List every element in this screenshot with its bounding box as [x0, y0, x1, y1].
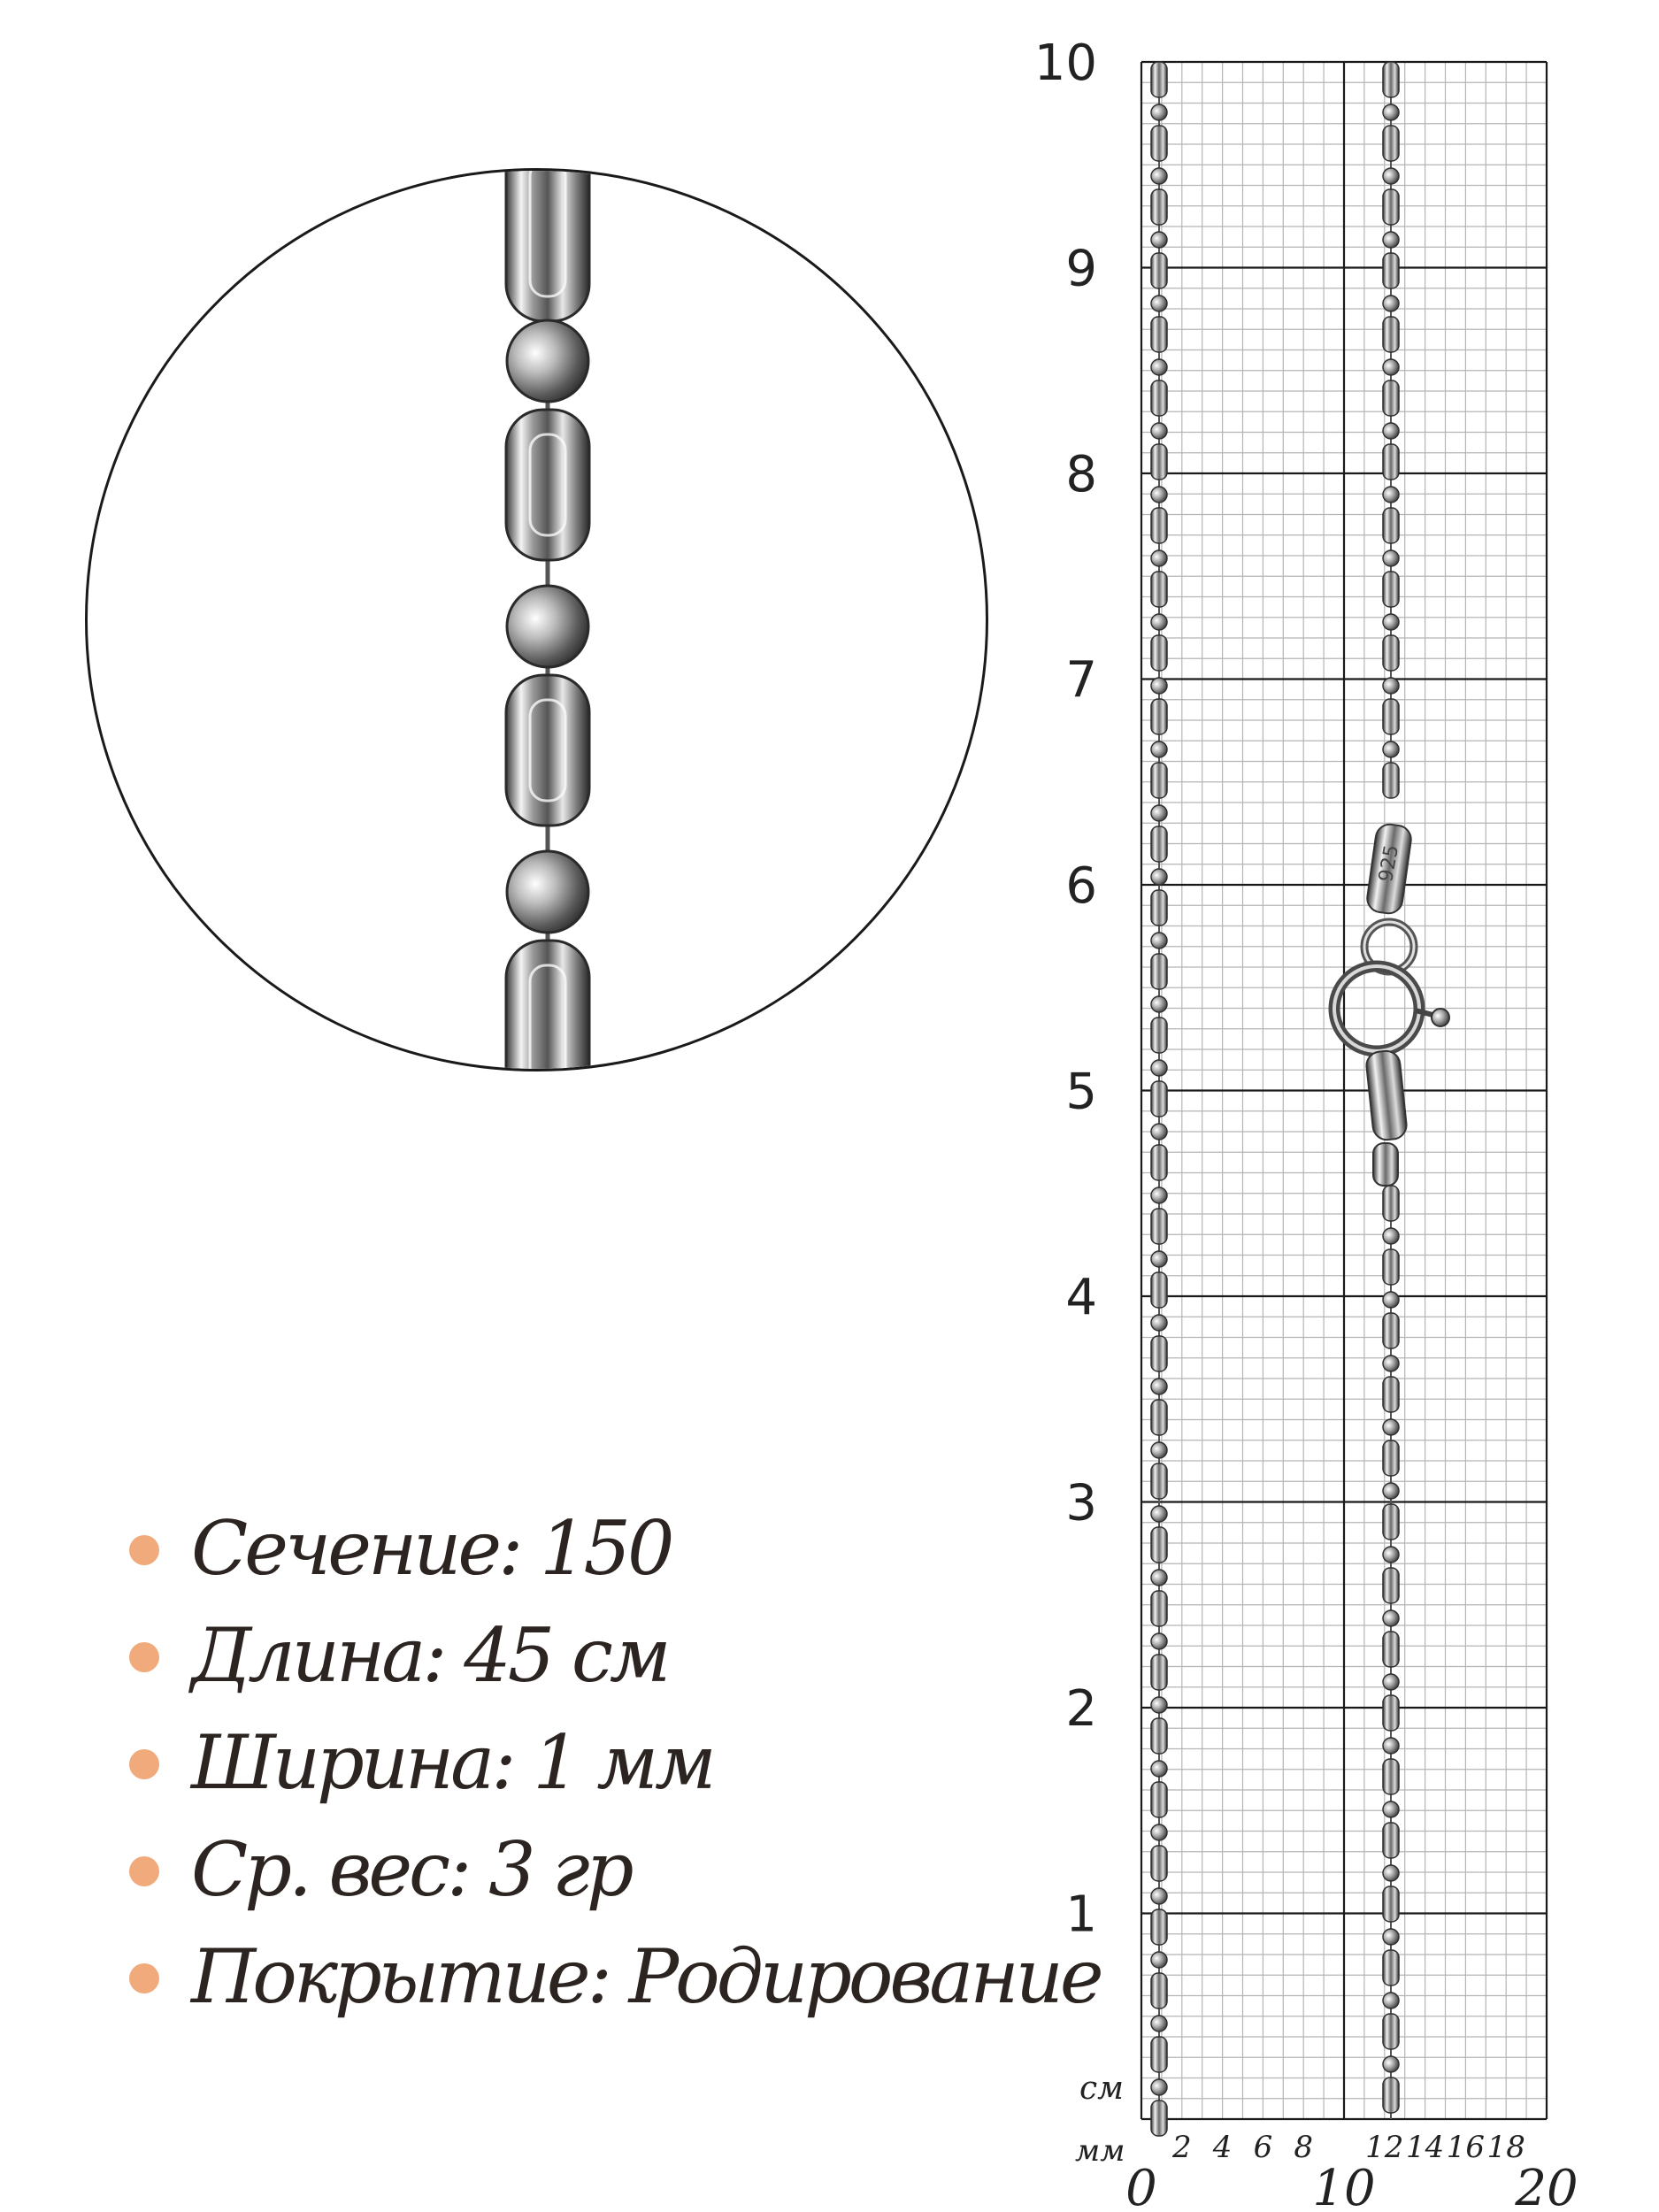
chain-barrel-link [506, 941, 589, 1071]
measurement-ruler [1026, 0, 1646, 2212]
chain-barrel-link [506, 675, 589, 826]
bullet-dot [129, 1642, 159, 1672]
ruler-mm-tick-label: 6 [1253, 2130, 1273, 2165]
zoom-detail-circle [85, 168, 988, 1071]
spec-label: Ширина: [191, 1719, 513, 1806]
ruler-cm-tick-label: 2 [1065, 1680, 1097, 1738]
spec-length [124, 1602, 1101, 1709]
chain-ball-link [507, 320, 588, 402]
clasp-engraving: 925 [1375, 843, 1404, 884]
chain-ball-link [507, 586, 588, 667]
spec-label: Сечение: [191, 1505, 520, 1592]
ruler-cm-tick-label: 10 [1033, 35, 1097, 92]
bullet-dot [129, 1856, 159, 1886]
ruler-cm-tick-label: 9 [1065, 240, 1097, 298]
spec-coating [124, 1924, 1101, 2031]
spec-value: 45 см [464, 1612, 668, 1699]
spec-value: 150 [540, 1505, 672, 1592]
ruler-cm-tick-label: 5 [1065, 1063, 1097, 1121]
chain-ball-link [507, 851, 588, 933]
chain-closeup [88, 171, 988, 1071]
ruler-cm-tick-label: 4 [1065, 1269, 1097, 1326]
ruler-mm-tick-label: 4 [1212, 2130, 1233, 2165]
chain-barrel-link [506, 410, 589, 560]
ruler-cm-tick-label: 3 [1065, 1474, 1097, 1532]
ruler-mm-major-label: 20 [1515, 2160, 1578, 2212]
spec-value: Родирование [628, 1933, 1101, 2020]
ruler-mm-tick-label: 8 [1294, 2130, 1314, 2165]
ruler-mm-tick-label: 18 [1486, 2130, 1525, 2165]
ruler-cm-tick-label: 6 [1065, 857, 1097, 915]
spec-label: Длина: [191, 1612, 444, 1699]
ruler-mm-tick-label: 12 [1365, 2130, 1404, 2165]
ruler-mm-tick-label: 16 [1446, 2130, 1486, 2165]
ruler-cm-tick-label: 7 [1065, 651, 1097, 710]
spec-value: 3 гр [488, 1826, 631, 1913]
spec-section [124, 1495, 1101, 1602]
ruler-grid [1141, 62, 1547, 2119]
spec-label: Ср. вес: [191, 1826, 469, 1913]
bullet-dot [129, 1749, 159, 1779]
ruler-mm-tick-label: 2 [1171, 2130, 1192, 2165]
chain-barrel-link [506, 171, 589, 321]
ruler-cm-unit: см [1079, 2070, 1125, 2107]
spec-width [124, 1709, 1101, 1816]
ruler-cm-tick-label: 1 [1065, 1886, 1097, 1944]
ruler-mm-tick-label: 14 [1405, 2130, 1445, 2165]
spec-list [124, 1495, 1101, 2031]
bullet-dot [129, 1963, 159, 1993]
bullet-dot [129, 1535, 159, 1565]
spec-label: Покрытие: [191, 1933, 609, 2020]
spec-value: 1 мм [533, 1719, 713, 1806]
ruler-mm-unit: мм [1075, 2133, 1125, 2169]
ruler-mm-major-label: 10 [1312, 2160, 1376, 2212]
ruler-cm-tick-label: 8 [1065, 446, 1097, 503]
ruler-mm-major-label: 0 [1125, 2160, 1157, 2212]
spec-weight [124, 1816, 1101, 1924]
